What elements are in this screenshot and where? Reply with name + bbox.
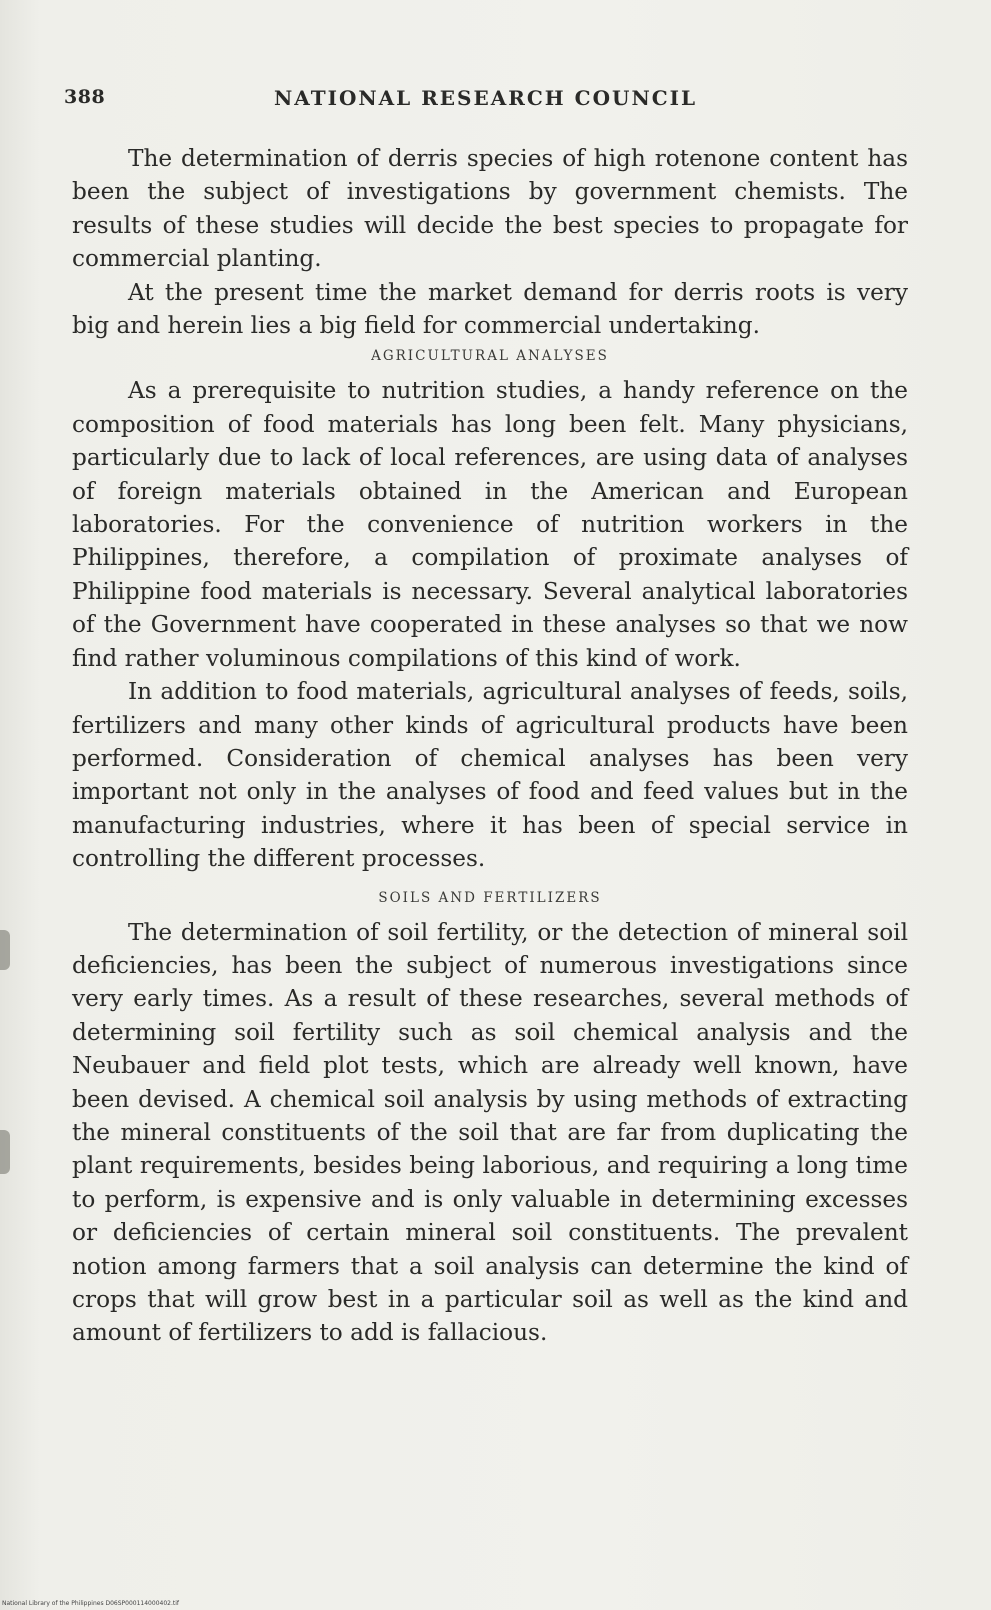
binding-edge-mark [0,1130,10,1174]
intro-paragraph: The determination of derris species of high rotenone content has been the subject of investigations by government chemists. The results of these studies will decide the best species to propagate for commercial planting. [72,145,908,273]
section-paragraph: As a prerequisite to nutrition studies, a handy reference on the composition of food materials has long been felt. Many physicians, particularly due to lack of local references, are using data of analyses of foreign materials obtained in the American and European laboratories. For the convenience of nutrition workers in the Philippines, therefore, a compilation of proximate analyses of Philippine food materials is necessary. Several analytical laboratories of the Government have cooperated in these analyses so that we now find rather voluminous compilations of this kind of work. [72,377,908,672]
scan-source-footer: National Library of the Philippines D06SP000114000402.tif [2,1600,180,1607]
body-text [72,142,908,1350]
section-paragraph: The determination of soil fertility, or the detection of mineral soil deficiencies, has been the subject of numerous investigations since very early times. As a result of these researches, several methods of determining soil fertility such as soil chemical analysis and the Neubauer and field plot tests, which are already well known, have been devised. A chemical soil analysis by using methods of extracting the mineral constituents of the soil that are far from duplicating the plant requirements, besides being laborious, and requiring a long time to perform, is expensive and is only valuable in determining excesses or deficiencies of certain mineral soil constituents. The prevalent notion among farmers that a soil analysis can determine the kind of crops that will grow best in a particular soil as well as the kind and amount of fertilizers to add is fallacious. [72,918,908,1347]
section-paragraph: In addition to food materials, agricultural analyses of feeds, soils, fertilizers and many other kinds of agricultural products have been performed. Consideration of chemical analyses has been very important not only in the analyses of food and feed values but in the manufacturing industries, where it has been of special service in controlling the different processes. [72,678,908,873]
binding-edge-mark [0,930,10,970]
journal-title: NATIONAL RESEARCH COUNCIL [274,86,698,110]
page-number: 388 [64,86,106,108]
intro-paragraph: At the present time the market demand for derris roots is very big and herein lies a big field for commercial undertaking. [72,278,908,340]
section-heading-agricultural-analyses: AGRICULTURAL ANALYSES [371,348,609,365]
section-heading-soils-and-fertilizers: SOILS AND FERTILIZERS [378,889,602,906]
running-head [64,86,904,116]
